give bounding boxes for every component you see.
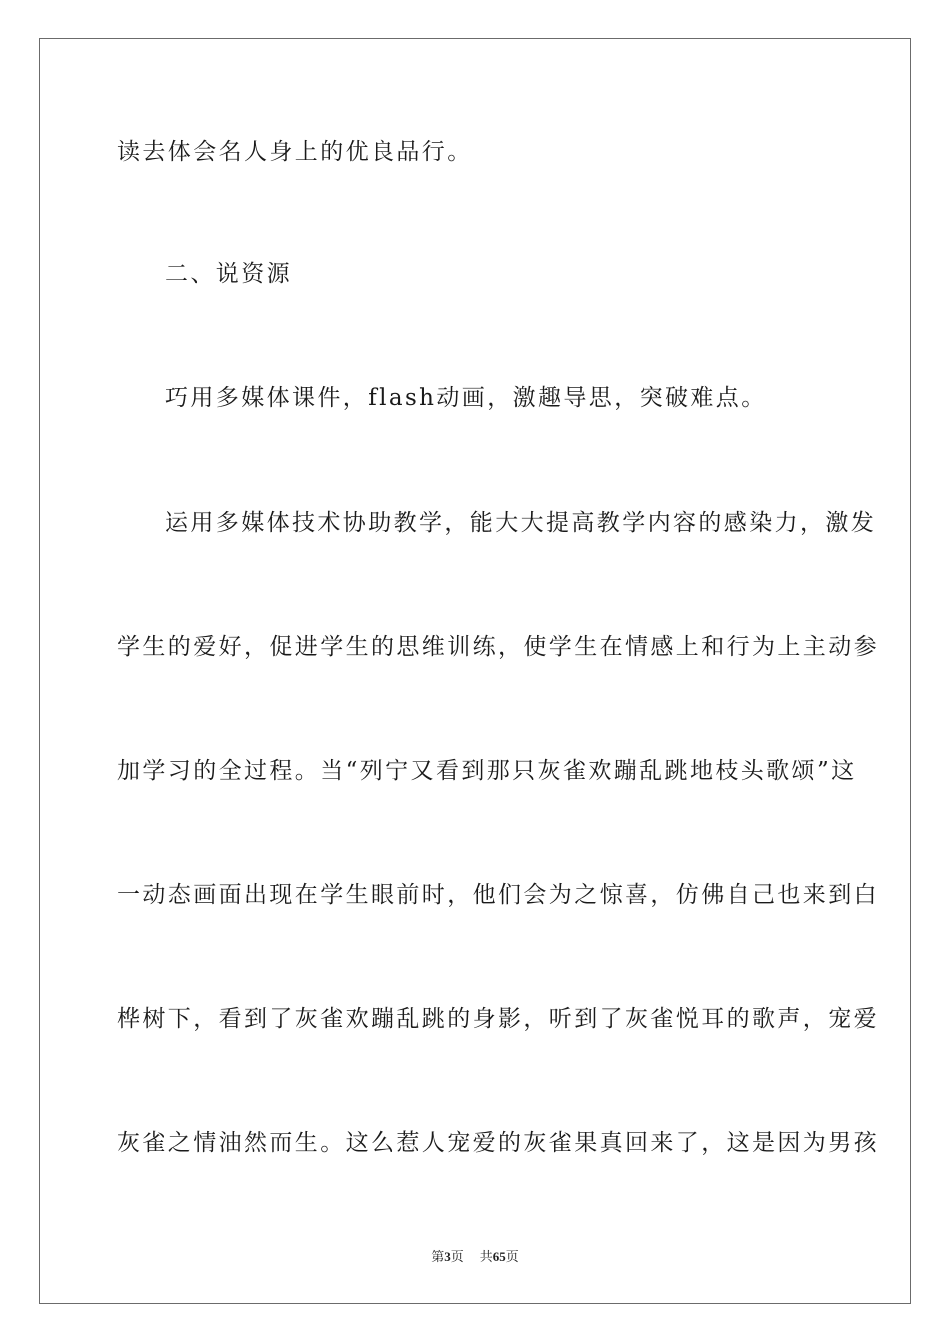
page-current: 3 bbox=[444, 1249, 451, 1264]
page-footer bbox=[0, 1248, 950, 1266]
paragraph-line-1: 读去体会名人身上的优良品行。 bbox=[117, 139, 473, 165]
page-prefix: 第 bbox=[431, 1249, 445, 1264]
paragraph-line-4: 学生的爱好，促进学生的思维训练，使学生在情感上和行为上主动参 bbox=[117, 634, 879, 660]
total-prefix: 共 bbox=[479, 1249, 493, 1264]
page-unit: 页 bbox=[450, 1249, 464, 1264]
paragraph-line-2: 巧用多媒体课件，flash动画，激趣导思，突破难点。 bbox=[165, 385, 767, 411]
paragraph-line-3: 运用多媒体技术协助教学，能大大提高教学内容的感染力，激发 bbox=[165, 510, 877, 536]
paragraph-line-8: 灰雀之情油然而生。这么惹人宠爱的灰雀果真回来了，这是因为男孩 bbox=[117, 1130, 879, 1156]
total-unit: 页 bbox=[505, 1249, 519, 1264]
paragraph-line-7: 桦树下，看到了灰雀欢蹦乱跳的身影，听到了灰雀悦耳的歌声，宠爱 bbox=[117, 1006, 879, 1032]
paragraph-line-6: 一动态画面出现在学生眼前时，他们会为之惊喜，仿佛自己也来到白 bbox=[117, 882, 879, 908]
section-heading: 二、说资源 bbox=[165, 261, 292, 287]
page-border bbox=[39, 38, 911, 1304]
page-total: 65 bbox=[492, 1249, 506, 1264]
paragraph-line-5: 加学习的全过程。当“列宁又看到那只灰雀欢蹦乱跳地枝头歌颂”这 bbox=[117, 758, 857, 784]
